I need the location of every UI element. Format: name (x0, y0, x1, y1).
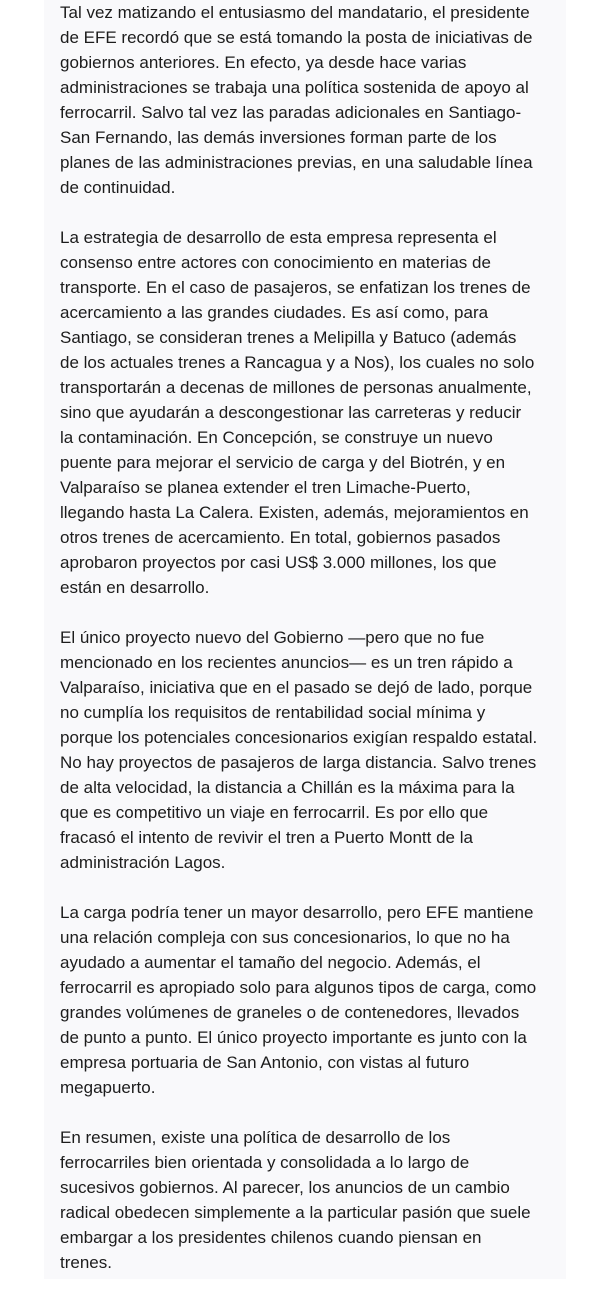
article-paragraph: En resumen, existe una política de desarrollo de los ferrocarriles bien orientada y consolidada a lo largo de sucesivos gobiernos. Al parecer, los anuncios de un cambio radical obedecen simplemente a la particular pasión que suele embargar a los presidentes chilenos cuando piensan en trenes. (60, 1128, 531, 1272)
article-paragraph: La estrategia de desarrollo de esta empresa representa el consenso entre actores con conocimiento en materias de transporte. En el caso de pasajeros, se enfatizan los trenes de acercamiento a las grandes ciudades. Es así como, para Santiago, se consideran trenes a Melipilla y Batuco (además de los actuales trenes a Rancagua y a Nos), los cuales no solo transportarán a decenas de millones de personas anualmente, sino que ayudarán a descongestionar las carreteras y reducir la contaminación. En Concepción, se construye un nuevo puente para mejorar el servicio de carga y del Biotrén, y en Valparaíso se planea extender el tren Limache-Puerto, llegando hasta La Calera. Existen, además, mejoramientos en otros trenes de acercamiento. En total, gobiernos pasados aprobaron proyectos por casi US$ 3.000 millones, los que están en desarrollo. (60, 228, 535, 597)
article-paragraph: El único proyecto nuevo del Gobierno —pero que no fue mencionado en los recientes anuncios— es un tren rápido a Valparaíso, iniciativa que en el pasado se dejó de lado, porque no cumplía los requisitos de rentabilidad social mínima y porque los potenciales concesionarios exigían respaldo estatal. No hay proyectos de pasajeros de larga distancia. Salvo trenes de alta velocidad, la distancia a Chillán es la máxima para la que es competitivo un viaje en ferrocarril. Es por ello que fracasó el intento de revivir el tren a Puerto Montt de la administración Lagos. (60, 628, 538, 872)
article-body (60, 0, 560, 1300)
article-paragraph: Tal vez matizando el entusiasmo del mandatario, el presidente de EFE recordó que se está tomando la posta de iniciativas de gobiernos anteriores. En efecto, ya desde hace varias administraciones se trabaja una política sostenida de apoyo al ferrocarril. Salvo tal vez las paradas adicionales en Santiago- San Fernando, las demás inversiones forman parte de los planes de las administraciones previas, en una saludable línea de continuidad. (60, 3, 533, 197)
article-paragraph: La carga podría tener un mayor desarrollo, pero EFE mantiene una relación compleja con sus concesionarios, lo que no ha ayudado a aumentar el tamaño del negocio. Además, el ferrocarril es apropiado solo para algunos tipos de carga, como grandes volúmenes de graneles o de contenedores, llevados de punto a punto. El único proyecto importante es junto con la empresa portuaria de San Antonio, con vistas al futuro megapuerto. (60, 903, 537, 1097)
